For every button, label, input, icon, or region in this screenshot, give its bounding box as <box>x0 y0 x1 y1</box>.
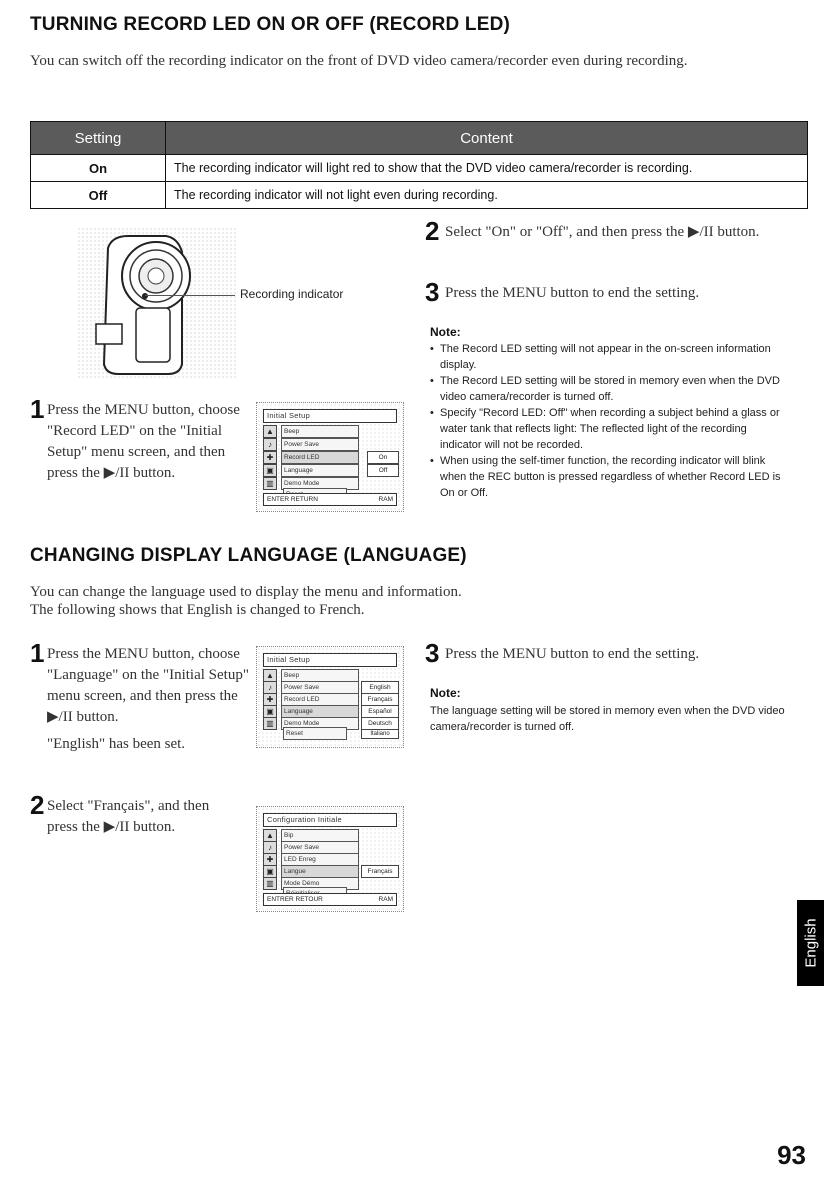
table-row <box>31 182 808 209</box>
screen-menu-row <box>263 464 359 477</box>
screen-menu-icon: ▲ <box>263 425 277 438</box>
section-heading-record-led: TURNING RECORD LED ON OR OFF (RECORD LED) <box>30 14 511 35</box>
screen-menu-icon: ♪ <box>263 438 277 451</box>
screen-option-francais: Français <box>361 865 399 878</box>
intro-line-2: The following shows that English is changed to French. <box>30 602 365 618</box>
screen-menu-item-selected: Language <box>281 705 359 718</box>
note-item: • The Record LED setting will be stored in memory even when the DVD video camera/recorder is turned off. <box>430 373 790 405</box>
screen-option-off: Off <box>367 464 399 477</box>
screen-footer-left: ENTER RETURN <box>267 496 318 503</box>
step-number: 3 <box>425 638 440 668</box>
screen-footer <box>263 493 397 506</box>
step-text: Press the MENU button, choose "Record LED" on the "Initial Setup" menu screen, and then press the ▶/II button. <box>47 402 240 481</box>
col-setting-header: Setting <box>31 122 166 155</box>
step-number: 2 <box>30 790 45 820</box>
step-number: 1 <box>30 394 45 424</box>
screen-menu-item: Reset <box>283 727 347 740</box>
step-number: 2 <box>425 216 440 246</box>
screen-menu-item: Power Save <box>281 681 359 694</box>
note-text: The language setting will be stored in memory even when the DVD video camera/recorder is turned off. <box>430 705 785 733</box>
screen-option-francais: Français <box>361 693 399 706</box>
note-item: • Specify "Record LED: Off" when recording a subject behind a glass or water tank that reflects light: The reflected light of the recording indicator will not be recorded. <box>430 405 790 453</box>
col-content-header: Content <box>166 122 808 155</box>
indicator-leader-line <box>145 295 235 296</box>
step-text: Press the MENU button to end the setting. <box>445 646 700 662</box>
side-tab-label: English <box>802 918 819 968</box>
page-number: 93 <box>777 1140 806 1170</box>
screen-menu-icon: ▣ <box>263 705 277 718</box>
note-title: Note: <box>430 325 461 339</box>
intro-line-1: You can change the language used to display the menu and information. <box>30 584 462 600</box>
camera-illustration <box>78 228 238 378</box>
camcorder-icon <box>78 228 238 378</box>
screen-menu-icon: ♪ <box>263 841 277 854</box>
screen-menu-item: Language <box>281 464 359 477</box>
settings-table <box>30 121 808 209</box>
step-text: Select "On" or "Off", and then press the ▶/II button. <box>445 224 760 240</box>
screen-option-english: English <box>361 681 399 694</box>
screen-footer-right: RAM <box>378 896 393 903</box>
screen-menu-icon: ▥ <box>263 477 277 490</box>
table-header-row <box>31 122 808 155</box>
intro-record-led: You can switch off the recording indicator on the front of DVD video camera/recorder even during recording. <box>30 53 688 69</box>
screen-menu-icon: ♪ <box>263 681 277 694</box>
menu-screen-record-led <box>256 402 404 512</box>
screen-menu-icon: ▣ <box>263 865 277 878</box>
screen-menu-icon: ✚ <box>263 853 277 866</box>
screen-menu-item: Beep <box>281 669 359 682</box>
screen-menu-icon: ▲ <box>263 829 277 842</box>
menu-screen-language <box>256 646 404 748</box>
setting-cell: On <box>31 155 166 182</box>
screen-title: Initial Setup <box>263 653 397 667</box>
screen-option-espanol: Español <box>361 705 399 718</box>
screen-menu-row <box>263 451 359 464</box>
step-text: Press the MENU button, choose "Language" on the "Initial Setup" menu screen, and then press the ▶/II button. <box>47 646 249 725</box>
screen-option-italiano: Italiano <box>361 729 399 739</box>
screen-menu-item-selected: Langue <box>281 865 359 878</box>
screen-menu-item: Beep <box>281 425 359 438</box>
screen-title: Initial Setup <box>263 409 397 423</box>
note-list <box>430 341 790 501</box>
step-number: 3 <box>425 277 440 307</box>
screen-footer-left: ENTRER RETOUR <box>267 896 323 903</box>
step-result-text: "English" has been set. <box>47 736 186 752</box>
screen-menu-item: LED Enreg <box>281 853 359 866</box>
menu-screen-francais <box>256 806 404 912</box>
note-title: Note: <box>430 686 461 700</box>
section-heading-language: CHANGING DISPLAY LANGUAGE (LANGUAGE) <box>30 545 467 566</box>
step-text: Press the MENU button to end the setting. <box>445 285 700 301</box>
screen-menu-icon: ▲ <box>263 669 277 682</box>
screen-footer-right: RAM <box>378 496 393 503</box>
screen-menu-icon: ✚ <box>263 693 277 706</box>
setting-cell: Off <box>31 182 166 209</box>
screen-menu-row <box>263 438 359 451</box>
screen-option-deutsch: Deutsch <box>361 717 399 730</box>
content-cell: The recording indicator will light red to show that the DVD video camera/recorder is recording. <box>166 155 808 182</box>
screen-menu-item: Power Save <box>281 438 359 451</box>
screen-menu-icon: ▥ <box>263 877 277 890</box>
step-text: Select "Français", and then press the ▶/II button. <box>47 798 210 835</box>
screen-menu-icon: ▥ <box>263 717 277 730</box>
screen-menu-icon: ▣ <box>263 464 277 477</box>
language-side-tab <box>797 900 824 986</box>
screen-menu-row <box>279 727 347 740</box>
screen-menu-item: Mode Démo <box>281 877 359 890</box>
table-row <box>31 155 808 182</box>
screen-menu-row <box>263 425 359 438</box>
screen-title: Configuration Initiale <box>263 813 397 827</box>
note-item: • The Record LED setting will not appear in the on-screen information display. <box>430 341 790 373</box>
screen-menu-item: Power Save <box>281 841 359 854</box>
note-item: • When using the self-timer function, the recording indicator will blink when the REC button is pressed regardless of whether Record LED is On or Off. <box>430 453 790 501</box>
recording-indicator-label: Recording indicator <box>240 287 344 301</box>
screen-menu-icon: ✚ <box>263 451 277 464</box>
screen-option-on: On <box>367 451 399 464</box>
step-number: 1 <box>30 638 45 668</box>
screen-menu-item: Demo Mode <box>281 477 359 490</box>
screen-menu-item: Demo Mode <box>281 717 359 730</box>
screen-menu-item: Bip <box>281 829 359 842</box>
content-cell: The recording indicator will not light even during recording. <box>166 182 808 209</box>
screen-menu-item-selected: Record LED <box>281 451 359 464</box>
screen-footer <box>263 893 397 906</box>
screen-menu-item: Record LED <box>281 693 359 706</box>
